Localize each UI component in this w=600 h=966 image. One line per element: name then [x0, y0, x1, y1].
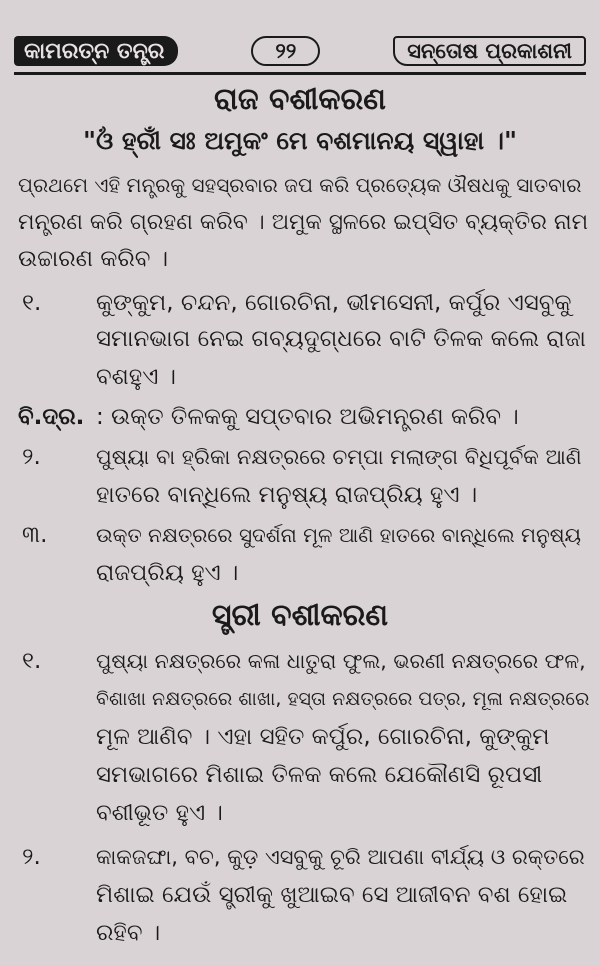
page-number: ୨୨ [251, 36, 320, 66]
s2-item1-line-3: ମୂଳ ଆଣିବ । ଏହା ସହିତ କର୍ପୁର, ଗୋରଚିନା, କୁଙ୍କୁମ [96, 724, 550, 750]
s2-item2-line-2: ମିଶାଇ ଯେଉଁ ସ୍ତ୍ରୀକୁ ଖୁଆଇବ ସେ ଆଜୀବନ ବଶ ହୋଇ [96, 882, 568, 908]
s1-item2-line-1: ପୁଷ୍ୟା ବା ହ୍ରିକା ନକ୍ଷତ୍ରରେ ଚମ୍ପା ମଲାଙ୍ଗ ବିଧିପୂର୍ବକ ଆଣି [96, 445, 582, 469]
intro-line-2: ମନ୍ତ୍ରଣ କରି ଗ୍ରହଣ କରିବ । ଅମୁକ ସ୍ଥଳରେ ଇପ୍ସିତ ବ୍ୟକ୍ତିର ନାମ [18, 210, 589, 235]
section1-title: ରାଜ ବଶୀକରଣ [214, 82, 386, 117]
s2-item1-line-1: ପୁଷ୍ୟା ନକ୍ଷତ୍ରରେ କଳା ଧାତୁରା ଫୁଲ, ଭରଣୀ ନକ୍ଷତ୍ରରେ ଫଳ, [96, 649, 586, 673]
s2-item2-line-3: ରହିବ । [96, 920, 161, 946]
s1-item3-line-2: ରାଜପ୍ରିୟ ହୁଏ । [96, 560, 239, 586]
item-number: ୧. [22, 290, 42, 316]
item-number: ୨. [22, 844, 41, 870]
item-number: ୧. [22, 648, 42, 674]
section2-title: ସ୍ତ୍ରୀ ବଶୀକରଣ [211, 598, 389, 633]
s2-item1-line-5: ବଶୀଭୂତ ହୁଏ । [96, 800, 223, 826]
s2-item2-line-1: କାକଜଙ୍ଘା, ବଚ, କୁଡ଼ ଏସବୁକୁ ଚୂରି ଆପଣା ବୀର୍ଯ୍ୟ ଓ ରକ୍ତରେ [96, 845, 585, 869]
item-number: ୩. [22, 522, 48, 548]
intro-line-3: ଉଚ୍ଚାରଣ କରିବ । [18, 246, 169, 272]
s1-item1-line-3: ବଶହୁଏ । [96, 364, 177, 390]
book-title: କାମରତ୍ନ ତନ୍ତ୍ର [14, 36, 178, 66]
page-header [14, 30, 586, 75]
s2-item1-line-4: ସମଭାଗରେ ମିଶାଇ ତିଳକ କଲେ ଯେକୌଣସି ରୂପସୀ [96, 762, 543, 788]
section1-mantra: "ଓଁ ହ୍ରୀଁ ସଃ ଅମୁକଂ ମେ ବଶମାନୟ ସ୍ୱାହା ।" [82, 126, 518, 155]
publisher-name: ସନ୍ତୋଷ ପ୍ରକାଶନୀ [393, 36, 586, 66]
s1-item3-line-1: ଉକ୍ତ ନକ୍ଷତ୍ରରେ ସୁଦର୍ଶନା ମୂଳ ଆଣି ହାତରେ ବାନ୍ଧିଲେ ମନୁଷ୍ୟ [96, 523, 581, 547]
intro-line-1: ପ୍ରଥମେ ଏହି ମନ୍ତ୍ରକୁ ସହସ୍ରବାର ଜପ କରି ପ୍ରତ୍ୟେକ ଔଷଧକୁ ସାତବାର [18, 173, 582, 197]
s1-item2-line-2: ହାତରେ ବାନ୍ଧିଲେ ମନୁଷ୍ୟ ରାଜପ୍ରିୟ ହୁଏ । [96, 482, 478, 508]
item-number: ୨. [22, 444, 41, 470]
note-text: : ଉକ୍ତ ତିଳକକୁ ସପ୍ତବାର ଅଭିମନ୍ତ୍ରଣ କରିବ । [96, 404, 519, 430]
s2-item1-line-2: ବିଶାଖା ନକ୍ଷତ୍ରରେ ଶାଖା, ହସ୍ତା ନକ୍ଷତ୍ରରେ ପତ୍ର, ମୂଳା ନକ୍ଷତ୍ରରେ [96, 688, 590, 710]
s1-item1-line-1: କୁଙ୍କୁମ, ଚନ୍ଦନ, ଗୋରଚିନା, ଭୀମସେନୀ, କର୍ପୁର ଏସବୁକୁ [96, 290, 572, 316]
s1-item1-line-2: ସମାନଭାଗ ନେଇ ଗବ୍ୟଦୁଗ୍ଧରେ ବାଟି ତିଳକ କଲେ ରାଜା [96, 326, 586, 352]
note-label: ବି.ଦ୍ର. [18, 404, 85, 430]
